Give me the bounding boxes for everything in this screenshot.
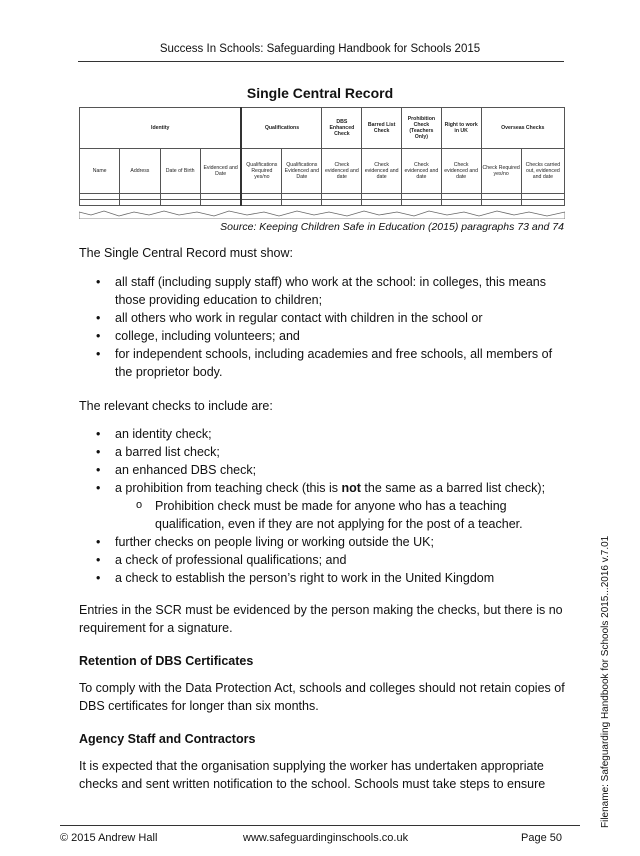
- subheader-cell: Check Required yes/no: [481, 149, 521, 194]
- subheader-cell: Name: [80, 149, 120, 194]
- footer-page-number: Page 50: [521, 832, 562, 844]
- list-item: • all others who work in regular contact with children in the school or: [79, 309, 565, 327]
- group-overseas: Overseas Checks: [481, 108, 564, 149]
- list-item: • an enhanced DBS check;: [79, 461, 565, 479]
- subheader-cell: Checks carried out, evidenced and date: [521, 149, 564, 194]
- list-item: • a barred list check;: [79, 443, 565, 461]
- subheader-cell: Check evidenced and date: [441, 149, 481, 194]
- group-barred-list: Barred List Check: [362, 108, 402, 149]
- emphasis-not: not: [341, 481, 361, 495]
- relevant-checks-list: [79, 425, 565, 587]
- scr-table: [79, 107, 565, 206]
- subheader-cell: Qualifications Required yes/no: [241, 149, 281, 194]
- list-item: • all staff (including supply staff) who work at the school: in colleges, this means those providing education to children;: [79, 273, 565, 309]
- group-dbs: DBS Enhanced Check: [322, 108, 362, 149]
- header-divider: [78, 61, 564, 62]
- group-identity: Identity: [80, 108, 242, 149]
- list-item: • a check of professional qualifications; and: [79, 551, 565, 569]
- subheader-cell: Evidenced and Date: [200, 149, 241, 194]
- agency-paragraph: It is expected that the organisation supplying the worker has undertaken appropriate checks and sent written notification to the school. Schools must take steps to ensure: [79, 759, 546, 791]
- list-item: • an identity check;: [79, 425, 565, 443]
- subheader-cell: Qualifications Evidenced and Date: [282, 149, 322, 194]
- footer-divider: [60, 825, 580, 826]
- side-filename: Filename: Safeguarding Handbook for Schools 2015...2016 v.7.01: [600, 535, 611, 828]
- retention-paragraph: To comply with the Data Protection Act, schools and colleges should not retain copies of DBS certificates for longer than six months.: [79, 681, 565, 713]
- subheader-cell: Check evidenced and date: [322, 149, 362, 194]
- list-item: • further checks on people living or working outside the UK;: [79, 533, 565, 551]
- scr-must-show-list: [79, 273, 565, 381]
- page-title: Single Central Record: [246, 85, 394, 101]
- torn-edge: [79, 209, 565, 219]
- list-item: • college, including volunteers; and: [79, 327, 565, 345]
- subheader-cell: Address: [120, 149, 160, 194]
- running-header: Success In Schools: Safeguarding Handbook for Schools 2015: [159, 43, 481, 55]
- scr-table-figure: [79, 107, 565, 213]
- list-item: • a check to establish the person’s right to work in the United Kingdom: [79, 569, 565, 587]
- subheader-cell: Check evidenced and date: [362, 149, 402, 194]
- section-heading-retention: Retention of DBS Certificates: [79, 654, 254, 668]
- group-right-to-work: Right to work in UK: [441, 108, 481, 149]
- source-caption: Source: Keeping Children Safe in Education (2015) paragraphs 73 and 74: [220, 221, 564, 233]
- group-qualifications: Qualifications: [241, 108, 322, 149]
- footer-website: www.safeguardinginschools.co.uk: [243, 832, 409, 844]
- subheader-cell: Date of Birth: [160, 149, 200, 194]
- footer-copyright: © 2015 Andrew Hall: [60, 832, 158, 844]
- sub-list-item: o Prohibition check must be made for anyone who has a teaching qualification, even if they are not applying for the post of a teacher.: [79, 497, 565, 533]
- list-item: • for independent schools, including academies and free schools, all members of the proprietor body.: [79, 345, 565, 381]
- intro-paragraph-1: The Single Central Record must show:: [79, 246, 293, 260]
- intro-paragraph-2: The relevant checks to include are:: [79, 399, 273, 413]
- group-prohibition: Prohibition Check (Teachers Only): [402, 108, 442, 149]
- subheader-cell: Check evidenced and date: [402, 149, 442, 194]
- entries-paragraph: Entries in the SCR must be evidenced by the person making the checks, but there is no requirement for a signature.: [79, 603, 563, 635]
- section-heading-agency: Agency Staff and Contractors: [79, 732, 256, 746]
- list-item-prohibition: • a prohibition from teaching check (this is not the same as a barred list check); o Prohibition check must be made for anyone who has a teaching qualification, even if they are not applying for the post of a teacher.: [79, 479, 565, 533]
